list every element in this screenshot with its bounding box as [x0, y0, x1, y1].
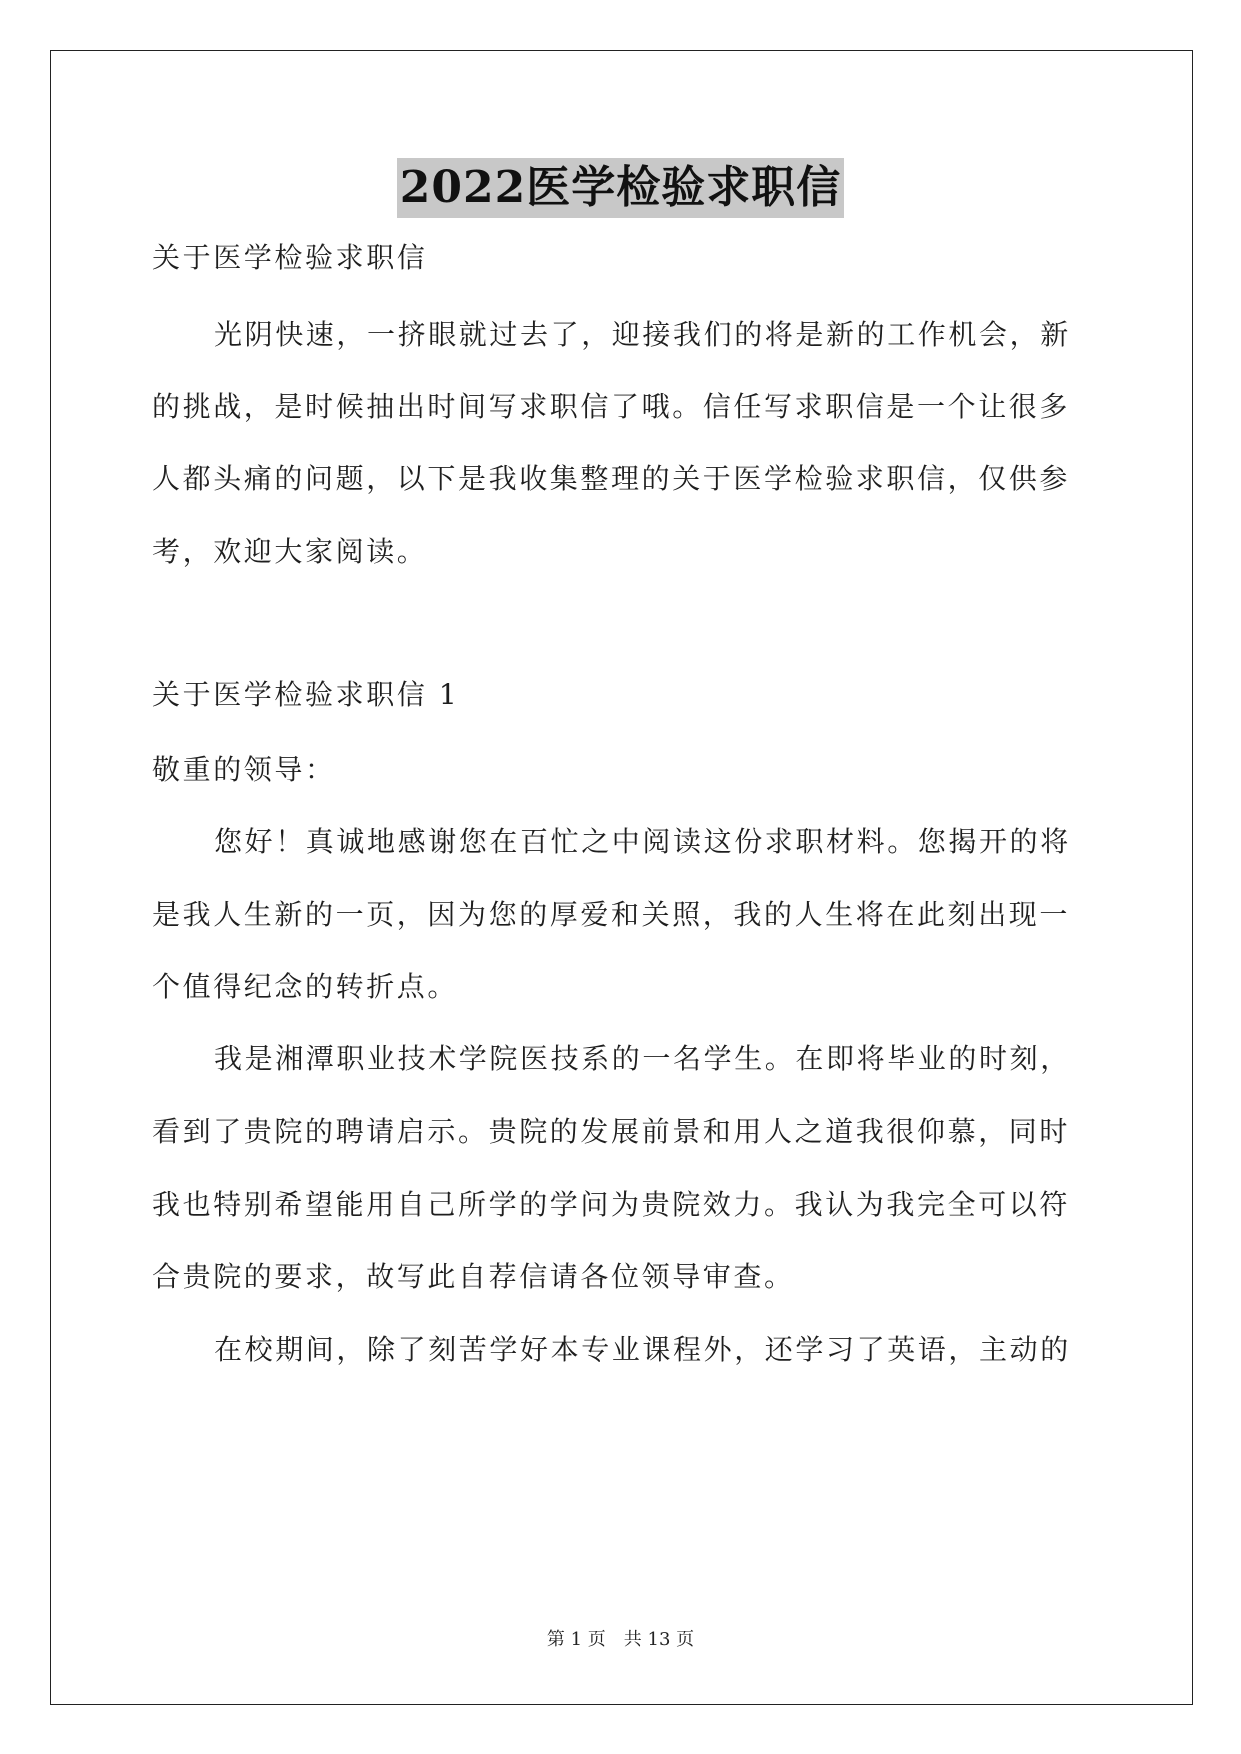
paragraph-line: 看到了贵院的聘请启示。贵院的发展前景和用人之道我很仰慕，同时 — [152, 1115, 1071, 1148]
paragraph-line: 光阴快速，一挤眼就过去了，迎接我们的将是新的工作机会，新 — [214, 318, 1071, 351]
paragraph-line: 个值得纪念的转折点。 — [152, 970, 459, 1003]
paragraph-line: 您好！真诚地感谢您在百忙之中阅读这份求职材料。您揭开的将 — [214, 825, 1071, 858]
paragraph-line: 合贵院的要求，故写此自荐信请各位领导审查。 — [152, 1260, 795, 1293]
page-number-footer: 第 1 页 共 13 页 — [546, 1629, 695, 1650]
salutation: 敬重的领导： — [152, 753, 336, 786]
title-container — [0, 158, 1241, 218]
paragraph-line: 是我人生新的一页，因为您的厚爱和关照，我的人生将在此刻出现一 — [152, 898, 1071, 931]
paragraph-line: 我是湘潭职业技术学院医技系的一名学生。在即将毕业的时刻， — [214, 1042, 1071, 1075]
page-border — [50, 50, 1193, 1705]
paragraph-line: 的挑战，是时候抽出时间写求职信了哦。信任写求职信是一个让很多 — [152, 390, 1071, 423]
intro-heading: 关于医学检验求职信 — [152, 241, 428, 274]
section-heading: 关于医学检验求职信 1 — [152, 678, 460, 711]
paragraph-line: 我也特别希望能用自己所学的学问为贵院效力。我认为我完全可以符 — [152, 1188, 1071, 1221]
paragraph-line: 考，欢迎大家阅读。 — [152, 535, 428, 568]
paragraph-line: 人都头痛的问题，以下是我收集整理的关于医学检验求职信，仅供参 — [152, 462, 1071, 495]
paragraph-line: 在校期间，除了刻苦学好本专业课程外，还学习了英语，主动的 — [214, 1333, 1071, 1366]
document-title: 2022医学检验求职信 — [397, 158, 844, 218]
